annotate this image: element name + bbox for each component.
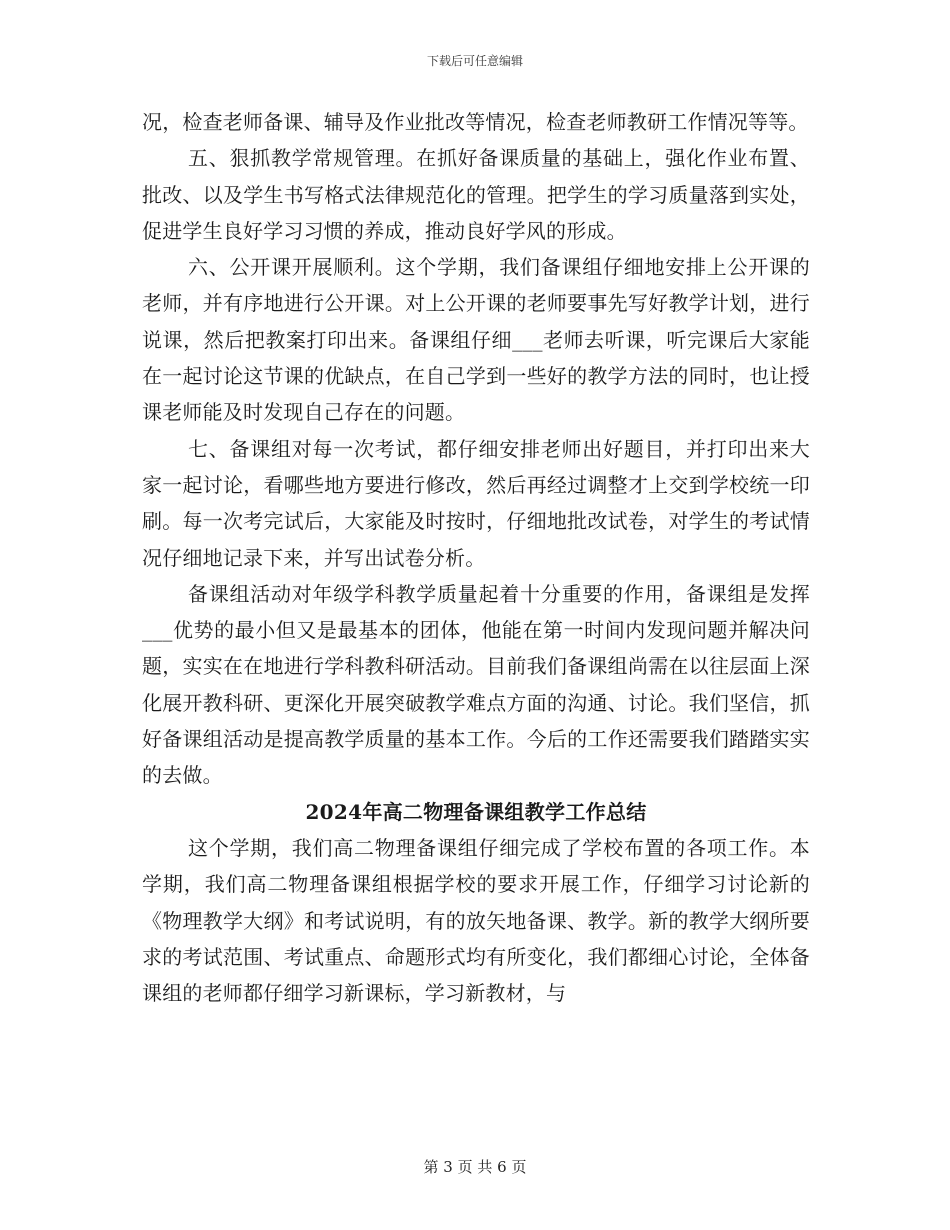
- paragraph-summary-intro: 这个学期，我们高二物理备课组仔细完成了学校布置的各项工作。本学期，我们高二物理备课组根据学校的要求开展工作，仔细学习讨论新的《物理教学大纲》和考试说明，有的放矢地备课、教学。新的教学大纲所要求的考试范围、考试重点、命题形式均有所变化，我们都细心讨论，全体备课组的老师都仔细学习新课标，学习新教材，与: [142, 835, 810, 1006]
- paragraph-item-6: 六、公开课开展顺利。这个学期，我们备课组仔细地安排上公开课的老师，并有序地进行公开课。对上公开课的老师要事先写好教学计划，进行说课，然后把教案打印出来。备课组仔细___老师去听课，听完课后大家能在一起讨论这节课的优缺点，在自己学到一些好的教学方法的同时，也让授课老师能及时发现自己存在的问题。: [142, 255, 810, 425]
- paragraph-continuation: 况，检查老师备课、辅导及作业批改等情况，检查老师教研工作情况等等。: [142, 110, 809, 134]
- paragraph-item-5: 五、狠抓教学常规管理。在抓好备课质量的基础上，强化作业布置、批改、以及学生书写格式法律规范化的管理。把学生的学习质量落到实处，促进学生良好学习习惯的养成，推动良好学风的形成。: [142, 146, 810, 243]
- page-header: 下载后可任意编辑: [426, 54, 523, 68]
- paragraph-item-7: 七、备课组对每一次考试，都仔细安排老师出好题目，并打印出来大家一起讨论，看哪些地方要进行修改，然后再经过调整才上交到学校统一印刷。每一次考完试后，大家能及时按时，仔细地批改试卷，对学生的考试情况仔细地记录下来，并写出试卷分析。: [142, 436, 810, 570]
- page-footer: 第 3 页 共 6 页: [423, 1158, 527, 1176]
- paragraph-conclusion: 备课组活动对年级学科教学质量起着十分重要的作用，备课组是发挥___优势的最小但又是最基本的团体，他能在第一时间内发现问题并解决问题，实实在在地进行学科教科研活动。目前我们备课组尚需在以往层面上深化展开教科研、更深化开展突破教学难点方面的沟通、讨论。我们坚信，抓好备课组活动是提高教学质量的基本工作。今后的工作还需要我们踏踏实实的去做。: [142, 581, 810, 788]
- document-body: [142, 104, 810, 1011]
- section-title: 2024年高二物理备课组教学工作总结: [305, 799, 647, 824]
